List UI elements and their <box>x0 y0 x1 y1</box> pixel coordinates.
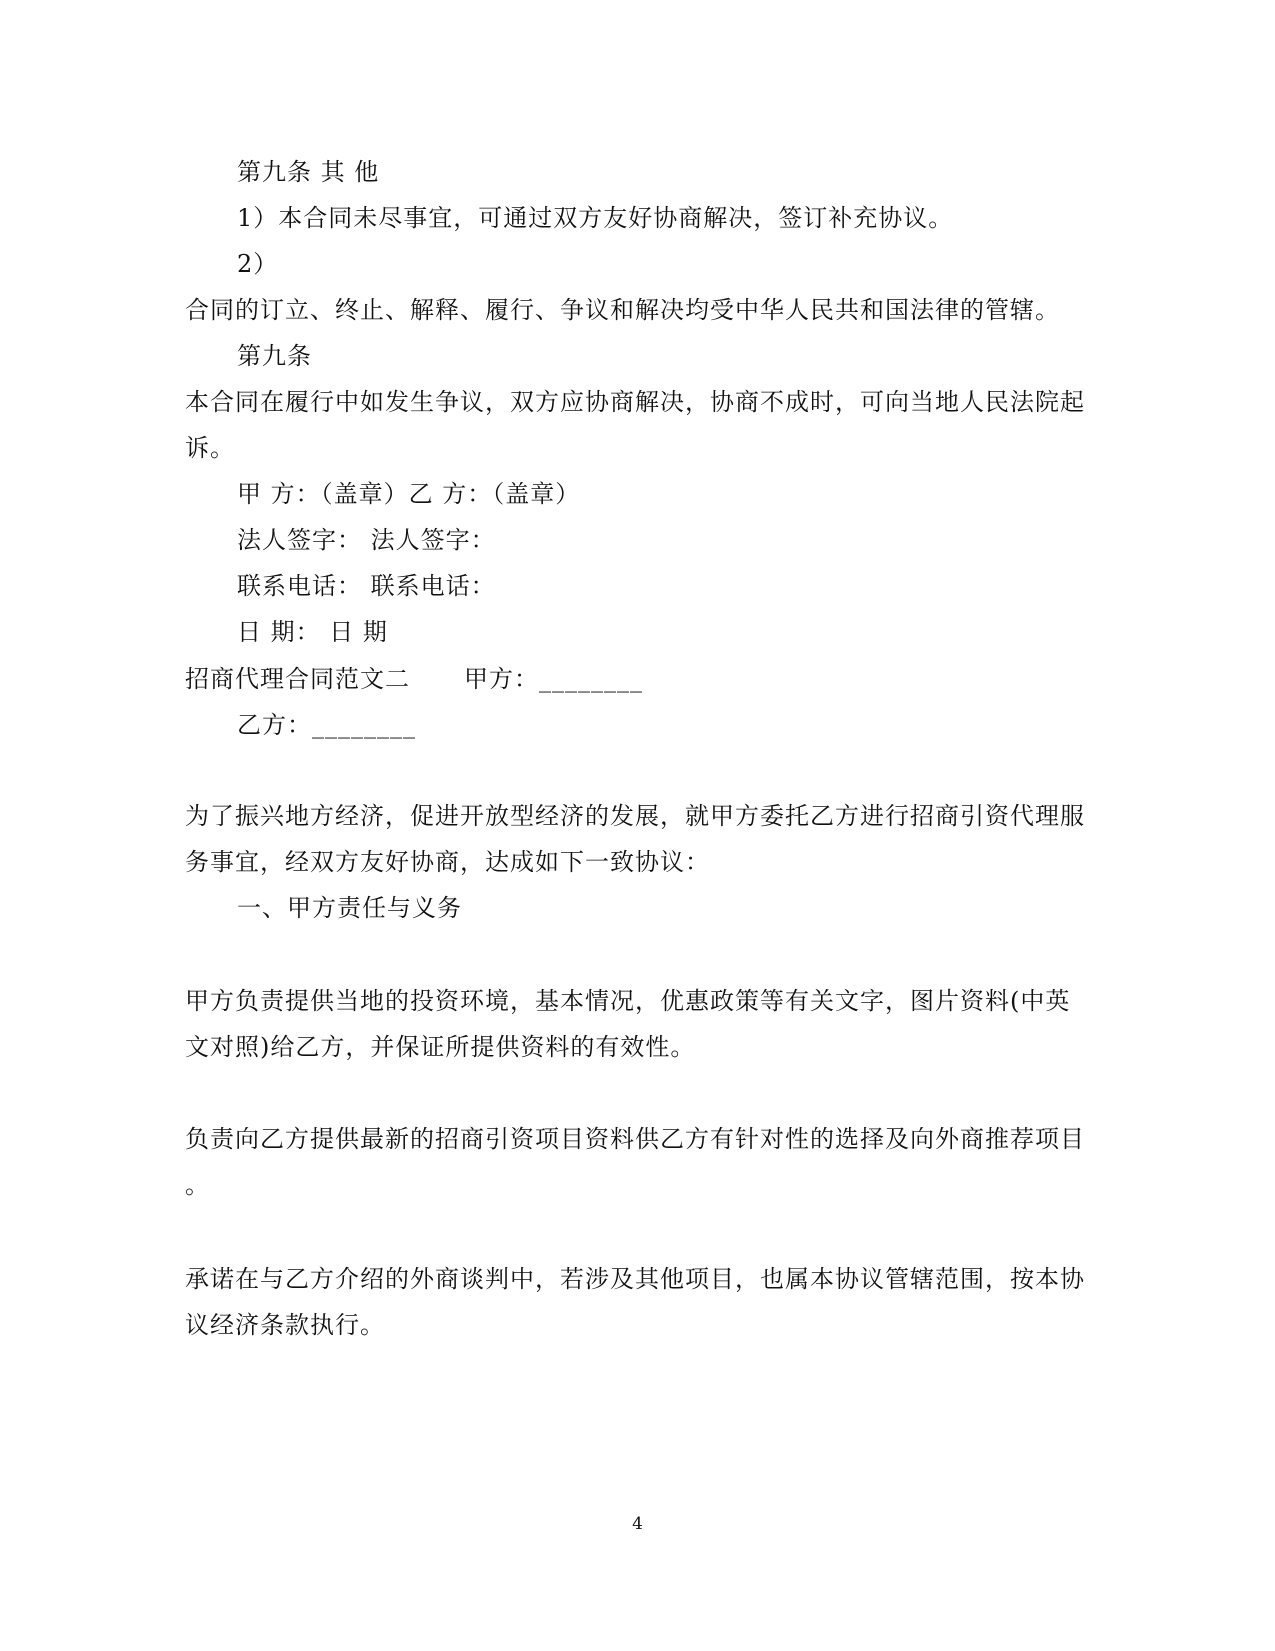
article-heading: 第九条 其 他 <box>237 158 380 186</box>
sample-title: 招商代理合同范文二 <box>185 665 410 693</box>
duty-1-line-2: 文对照)给乙方，并保证所提供资料的有效性。 <box>185 1033 696 1061</box>
contact-phone-line: 联系电话： 联系电话： <box>237 572 496 600</box>
duty-3-line-2: 议经济条款执行。 <box>185 1311 385 1339</box>
duty-3-line-1: 承诺在与乙方介绍的外商谈判中，若涉及其他项目，也属本协议管辖范围，按本协 <box>185 1265 1085 1293</box>
date-line: 日 期： 日 期 <box>237 618 388 646</box>
intro-line-1: 为了振兴地方经济，促进开放型经济的发展，就甲方委托乙方进行招商引资代理服 <box>185 802 1085 830</box>
clause-2-text: 合同的订立、终止、解释、履行、争议和解决均受中华人民共和国法律的管辖。 <box>185 296 1060 324</box>
clause-2-number: 2） <box>237 250 279 278</box>
party-b-field: 乙方：________ <box>237 711 416 739</box>
party-a-field: 甲方：________ <box>464 665 643 693</box>
page-number: 4 <box>632 1514 643 1534</box>
duty-2-line-1: 负责向乙方提供最新的招商引资项目资料供乙方有针对性的选择及向外商推荐项目 <box>185 1125 1085 1153</box>
dispute-clause-line-1: 本合同在履行中如发生争议，双方应协商解决，协商不成时，可向当地人民法院起 <box>185 388 1085 416</box>
clause-1: 1）本合同未尽事宜，可通过双方友好协商解决，签订补充协议。 <box>237 204 954 232</box>
sample-title-line <box>185 664 643 694</box>
intro-line-2: 务事宜，经双方友好协商，达成如下一致协议： <box>185 848 710 876</box>
article-heading-2: 第九条 <box>237 342 312 370</box>
dispute-clause-line-2: 诉。 <box>185 434 235 462</box>
legal-signature-line: 法人签字： 法人签字： <box>237 526 496 554</box>
section-heading: 一、甲方责任与义务 <box>237 894 462 922</box>
duty-2-line-2: 。 <box>185 1171 210 1199</box>
duty-1-line-1: 甲方负责提供当地的投资环境，基本情况，优惠政策等有关文字，图片资料(中英 <box>185 987 1071 1015</box>
party-seal-line: 甲 方：（盖章）乙 方：（盖章） <box>237 480 581 508</box>
